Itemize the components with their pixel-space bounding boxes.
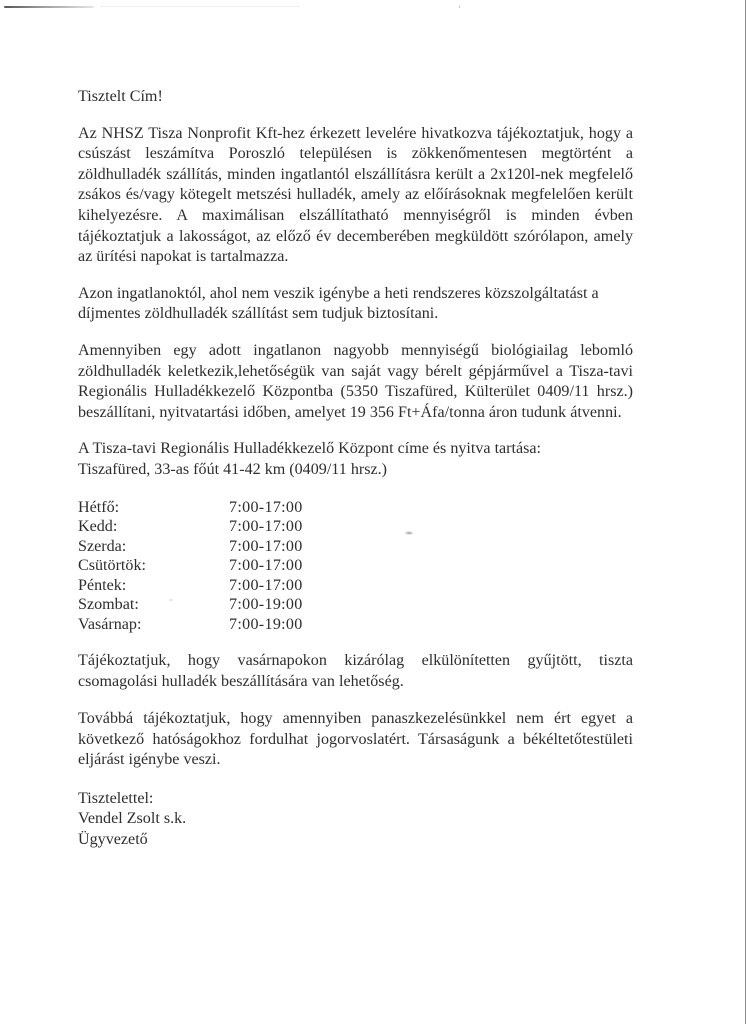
- hours-row-tuesday: [78, 517, 633, 537]
- letter-body: [78, 87, 633, 850]
- paragraph-collection-info: Az NHSZ Tisza Nonprofit Kft-hez érkezett levelére hivatkozva tájékoztatjuk, hogy a csúszást leszámítva Poroszló településen is zökkenőmentesen megtörtént a zöldhulladék szállítás, minden ingatlantól elszállításra került a 2x120l-nek megfelelő zsákos és/vagy kötegelt metszési hulladék, amely az előírásoknak megfelelően került kihelyezésre. A maximálisan elszállítatható mennyiségről is minden évben tájékoztatjuk a lakosságot, az előző év decemberében megküldött szórólapon, amely az ürítési napokat is tartalmazza.: [78, 124, 633, 266]
- paragraph-sunday-note: Tájékoztatjuk, hogy vasárnapokon kizárólag elkülönítetten gyűjtött, tiszta csomagolási hulladék beszállítására van lehetőség.: [78, 652, 633, 690]
- hours-time: 7:00-19:00: [229, 615, 303, 633]
- hours-row-monday: [78, 498, 633, 518]
- hours-time: 7:00-17:00: [229, 498, 303, 516]
- hours-day: Szombat:: [78, 596, 139, 613]
- paragraph-complaint-note: Továbbá tájékoztatjuk, hogy amennyiben panaszkezelésünkkel nem ért egyet a következő hatóságokhoz fordulhat jogorvoslatért. Társaságunk a békéltetőtestületi eljárást igénybe veszi.: [78, 710, 633, 769]
- hours-day: Szerda:: [78, 537, 127, 555]
- hours-time: 7:00-17:00: [229, 518, 303, 535]
- center-address-heading: A Tisza-tavi Regionális Hulladékkezelő Központ címe és nyitva tartása:: [78, 440, 542, 458]
- hours-day: Kedd:: [78, 518, 118, 535]
- hours-row-wednesday: [78, 537, 633, 557]
- center-address: Tiszafüred, 33-as főút 41-42 km (0409/11 hrsz.): [78, 460, 388, 478]
- hours-day: Csütörtök:: [78, 557, 146, 574]
- signatory-name: Vendel Zsolt s.k.: [78, 810, 187, 828]
- paragraph-no-service: Azon ingatlanoktól, ahol nem veszik igénybe a heti rendszeres közszolgáltatást a díjmentes zöldhulladék szállítást sem tudjuk biztosítani.: [78, 284, 599, 323]
- paragraph-delivery-option: Amennyiben egy adott ingatlanon nagyobb mennyiségű biológiailag lebomló zöldhulladék keletkezik,lehetőségük van saját vagy bérelt gépjárművel a Tisza-tavi Regionális Hulladékkezelő Központba (5350 Tiszafüred, Külterület 0409/11 hrsz.) beszállítani, nyitvatartási időben, amelyet 19 356 Ft+Áfa/tonna áron tudunk átvenni.: [78, 341, 633, 421]
- salutation: Tisztelt Cím!: [78, 88, 163, 105]
- hours-time: 7:00-19:00: [229, 596, 303, 613]
- hours-time: 7:00-17:00: [229, 557, 303, 574]
- scan-artifact-dot: [459, 5, 460, 8]
- hours-time: 7:00-17:00: [229, 537, 303, 555]
- scan-artifact-top-line-faint: [100, 6, 300, 7]
- hours-day: Péntek:: [78, 576, 127, 594]
- hours-row-saturday: [78, 595, 633, 615]
- hours-row-sunday: [78, 615, 633, 635]
- hours-row-friday: [78, 576, 633, 596]
- closing-block: [78, 789, 633, 851]
- opening-hours-table: [78, 498, 633, 635]
- closing-greeting: Tisztelettel:: [78, 789, 154, 807]
- signatory-title: Ügyvezető: [78, 830, 148, 848]
- hours-day: Hétfő:: [78, 498, 120, 516]
- hours-day: Vasárnap:: [78, 615, 142, 633]
- hours-time: 7:00-17:00: [229, 576, 303, 594]
- scan-artifact-top-line: [4, 6, 94, 8]
- hours-row-thursday: [78, 556, 633, 576]
- center-address-block: [78, 439, 633, 480]
